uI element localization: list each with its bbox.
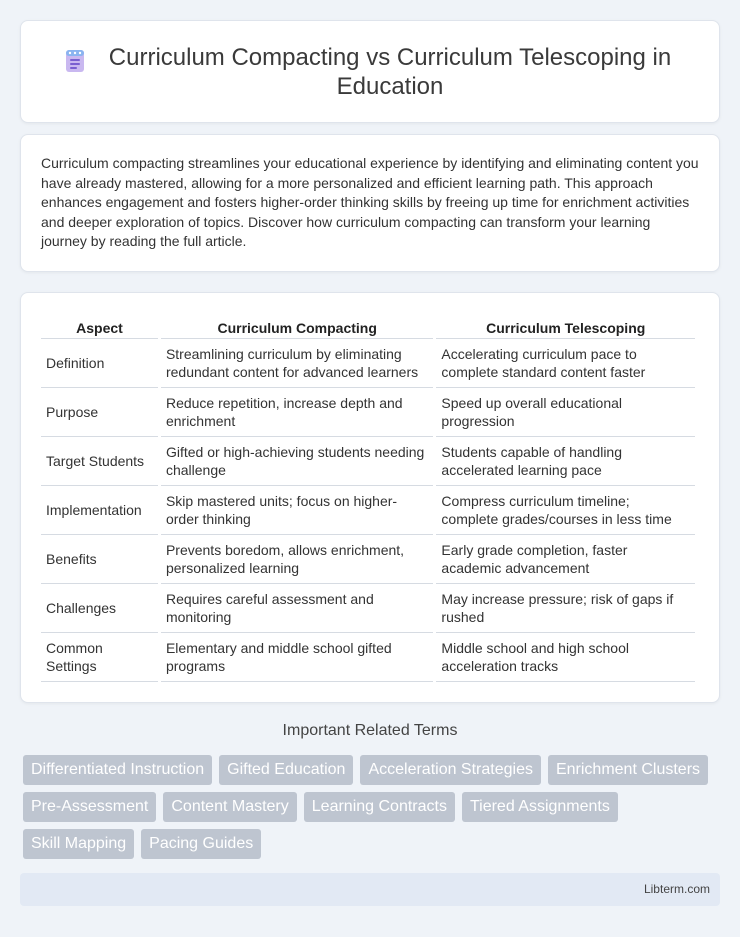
- aspect-cell: Common Settings: [41, 633, 158, 682]
- related-term-tag[interactable]: Content Mastery: [163, 792, 296, 822]
- table-row: [41, 486, 695, 535]
- header-card: [20, 20, 720, 123]
- telescoping-cell: Students capable of handling accelerated learning pace: [436, 437, 695, 486]
- table-header-row: [41, 313, 695, 339]
- related-term-tag[interactable]: Differentiated Instruction: [23, 755, 212, 785]
- telescoping-cell: May increase pressure; risk of gaps if rushed: [436, 584, 695, 633]
- table-row: [41, 584, 695, 633]
- compacting-cell: Prevents boredom, allows enrichment, personalized learning: [161, 535, 433, 584]
- related-term-tag[interactable]: Acceleration Strategies: [360, 755, 541, 785]
- compacting-cell: Skip mastered units; focus on higher-order thinking: [161, 486, 433, 535]
- related-term-tag[interactable]: Pacing Guides: [141, 829, 261, 859]
- related-term-tag[interactable]: Enrichment Clusters: [548, 755, 708, 785]
- telescoping-cell: Middle school and high school acceleration tracks: [436, 633, 695, 682]
- aspect-cell: Implementation: [41, 486, 158, 535]
- header-compacting: Curriculum Compacting: [161, 313, 433, 339]
- header-inner: [61, 43, 679, 101]
- table-row: [41, 535, 695, 584]
- intro-card: [20, 134, 720, 272]
- aspect-cell: Purpose: [41, 388, 158, 437]
- aspect-cell: Challenges: [41, 584, 158, 633]
- comparison-table-card: [20, 292, 720, 703]
- table-row: [41, 633, 695, 682]
- telescoping-cell: Speed up overall educational progression: [436, 388, 695, 437]
- footer: [20, 873, 720, 906]
- comparison-table: [38, 313, 698, 682]
- related-term-tag[interactable]: Tiered Assignments: [462, 792, 618, 822]
- page-title: Curriculum Compacting vs Curriculum Telescoping in Education: [108, 43, 672, 100]
- related-term-tag[interactable]: Gifted Education: [219, 755, 353, 785]
- intro-text: Curriculum compacting streamlines your educational experience by identifying and eliminating content you have already mastered, allowing for a more personalized and efficient learning path. This approach enhances engagement and fosters higher-order thinking skills by freeing up time for enrichment activities and deeper exploration of topics. Discover how curriculum compacting can transform your learning journey by reading the full article.: [41, 155, 699, 250]
- compacting-cell: Requires careful assessment and monitoring: [161, 584, 433, 633]
- compacting-cell: Gifted or high-achieving students needing challenge: [161, 437, 433, 486]
- telescoping-cell: Early grade completion, faster academic advancement: [436, 535, 695, 584]
- related-terms-list: [23, 755, 723, 859]
- aspect-cell: Benefits: [41, 535, 158, 584]
- aspect-cell: Target Students: [41, 437, 158, 486]
- footer-site-link[interactable]: Libterm.com: [643, 882, 710, 896]
- header-aspect: Aspect: [41, 313, 158, 339]
- table-row: [41, 388, 695, 437]
- telescoping-cell: Compress curriculum timeline; complete grades/courses in less time: [436, 486, 695, 535]
- related-term-tag[interactable]: Skill Mapping: [23, 829, 134, 859]
- header-telescoping: Curriculum Telescoping: [436, 313, 695, 339]
- related-term-tag[interactable]: Pre-Assessment: [23, 792, 156, 822]
- telescoping-cell: Accelerating curriculum pace to complete standard content faster: [436, 339, 695, 388]
- document-icon: [61, 47, 89, 75]
- compacting-cell: Elementary and middle school gifted programs: [161, 633, 433, 682]
- aspect-cell: Definition: [41, 339, 158, 388]
- compacting-cell: Reduce repetition, increase depth and enrichment: [161, 388, 433, 437]
- compacting-cell: Streamlining curriculum by eliminating redundant content for advanced learners: [161, 339, 433, 388]
- table-row: [41, 339, 695, 388]
- related-terms-title: Important Related Terms: [282, 722, 458, 739]
- related-term-tag[interactable]: Learning Contracts: [304, 792, 455, 822]
- table-row: [41, 437, 695, 486]
